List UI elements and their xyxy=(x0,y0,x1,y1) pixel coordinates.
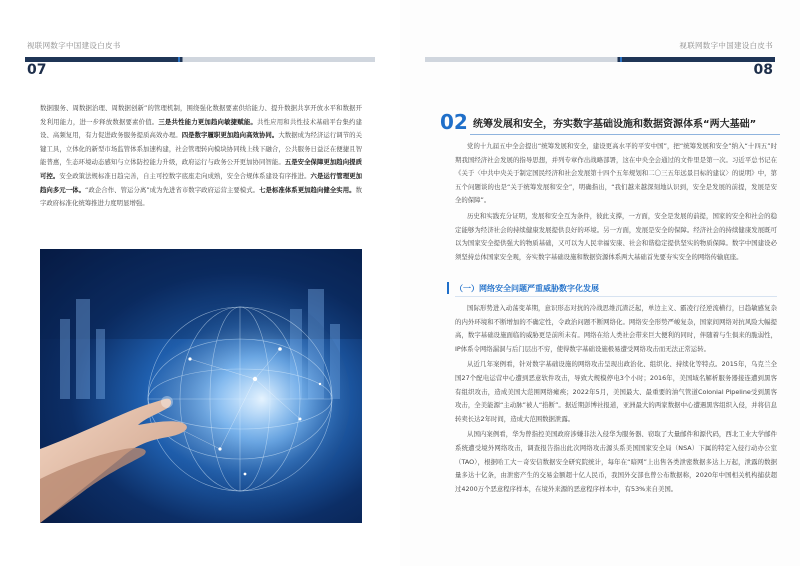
running-header: 视联网数字中国建设白皮书 xyxy=(679,41,773,50)
section-title: 统筹发展和安全，夯实数字基础设施和数据资源体系“两大基础” xyxy=(473,119,757,130)
section-number: 02 xyxy=(440,110,468,134)
bold-run: 四是数字履职更加趋向高效协同。 xyxy=(181,131,279,140)
page-number: 07 xyxy=(27,62,47,78)
bold-run: 三是共性能力更加趋向敏捷赋能。 xyxy=(158,117,257,126)
header-rule xyxy=(25,57,375,62)
text-run: 数字政府标准化统筹推进力度明显增强。 xyxy=(40,185,362,208)
text-run: 大数据成为经济运行调节的关键工具，立体化的新型市场监管体系加速构建，社会管理转向模块协同线上线下融合，公共服务日益泛在便捷且智能普惠，生态环境动态感知与立体防控能力升级，政府运行与政务公开更加协同智能。 xyxy=(40,131,363,167)
paragraph: 从近几年案例看，针对数字基础设施的网络攻击呈现出政治化、组织化、持续化等特点。2015年，乌克兰全国27个配电运营中心遭到恶意软件攻击，导致大规模停电3个小时；2016年，美国域名解析服务器接连遭到黑客有组织攻击，造成美国大范围网络瘫痪；2022年5月，美国最大、最重要的油气管道Colonial Pipeline受到黑客攻击，全美能源“主动脉”被人“掐断”。据近期彭博社报道，亚洲最大的两家数据中心遭遇黑客组织入侵，并将信息转卖长达2年时间，造成大范围数据泄露。 xyxy=(455,360,777,423)
bold-run: 五是安全保障更加趋向提质可控。 xyxy=(40,158,363,180)
text-run: 数据服务、周数据治理、周数据创新”的管理机制，围绕强化数据要素供给能力、提升数据共享开放水平和数据开发利用能力，进一步释放数据要素价值。 xyxy=(40,104,362,126)
bold-run: 七是标准体系更加趋向健全实用。 xyxy=(259,185,356,194)
subsection-heading xyxy=(447,279,777,297)
header-rule-accent xyxy=(620,57,622,62)
subsection-text xyxy=(455,302,777,496)
bold-run: 六是运行管理更加趋向多元一体。 xyxy=(40,171,363,194)
intro-text xyxy=(455,140,777,264)
section-underline xyxy=(470,134,780,135)
hand-touching-digital-globe-photo xyxy=(40,249,362,523)
paragraph: 国际形势进入动荡变革期，意识形态对抗的冷战思维沉渣泛起，单边主义、霸凌行径逆流横行，日趋敏感复杂的内外环境和不断增加的不确定性，令政治问题不断网络化。网络安全形势严峻复杂，国家间网络对抗风险大幅提高，数字基础设施面临的威胁更是前所未有。网络在给人类社会带来巨大便利的同时，伴随着与生俱来的脆弱性，IP体系令网络漏洞与后门层出不穷，使得数字基础设施极易遭受网络攻击而无法正常运转。 xyxy=(455,304,777,353)
subsection-underline xyxy=(455,296,777,297)
text-run: 共性应用和共性技术基础平台集约建设、高频复用，有力促进政务服务提质高效办理。 xyxy=(40,117,363,140)
page-number: 08 xyxy=(753,62,773,78)
header-rule xyxy=(425,57,775,62)
header-rule-accent xyxy=(178,57,180,62)
text-run: 安全政策法规标准日趋完善，自主可控数字底座走向成熟，安全合规体系建设有序推进。 xyxy=(59,171,311,180)
subsection-marker xyxy=(447,282,449,294)
paragraph: 历史和实践充分证明，发展和安全互为条件，彼此支撑，一方面，安全是发展的前提，国家的安全和社会的稳定能够为经济社会的持续健康发展提供良好的环境。另一方面，发展是安全的保障。经济社会的持续健康发展既可以为国家安全提供强大的物质基础，又可以为人民幸福安康、社会和谐稳定提供坚实的物质保障。数字中国建设必须坚持总体国家安全观，夯实数字基础设施和数据资源体系两大基础首先要夯实安全的网络传输底座。 xyxy=(455,211,777,261)
section-heading xyxy=(440,110,780,132)
subsection-title: （一）网络安全问题严重威胁数字化发展 xyxy=(455,284,599,293)
text-run: “政企合作、管运分离”成为先进省市数字政府运营主要模式。 xyxy=(85,185,260,194)
body-text xyxy=(40,102,362,211)
paragraph: 党的十九届五中全会提出“统筹发展和安全，建设更高水平的平安中国”，把“统筹发展和安全”纳入“十四五”时期我国经济社会发展的指导思想，并列专章作出战略部署，这在中央全会通过的文件里是第一次。习近平总书记在《关于〈中共中央关于制定国民经济和社会发展第十四个五年规划和二〇三五年远景目标的建议〉的说明》中，第五个问题谈的也是“关于统筹发展和安全”，明确指出，“我们越来越深刻地认识到，安全是发展的前提，发展是安全的保障”。 xyxy=(455,142,777,205)
paragraph: 从国内案例看，华为曾指控美国政府涉嫌非法入侵华为服务器、窃取了大量邮件和源代码，西北工业大学邮件系统遭受境外网络攻击，调查报告指出此次网络攻击源头系美国国家安全局（NSA）下属的特定入侵行动办公室（TAO），根据哈工大－奇安信数据安全研究院统计，每年在“暗网”上出售各类泄密数据多达上万起，泄露的数据量多达十亿条，由泄密产生的交易金额超十亿人民币，我国外交部也曾公布数据称，2020年中国相关机构捕获超过4200万个恶意程序样本，在境外来源的恶意程序样本中，有53%来自美国。 xyxy=(455,430,777,493)
running-header: 视联网数字中国建设白皮书 xyxy=(27,41,121,50)
